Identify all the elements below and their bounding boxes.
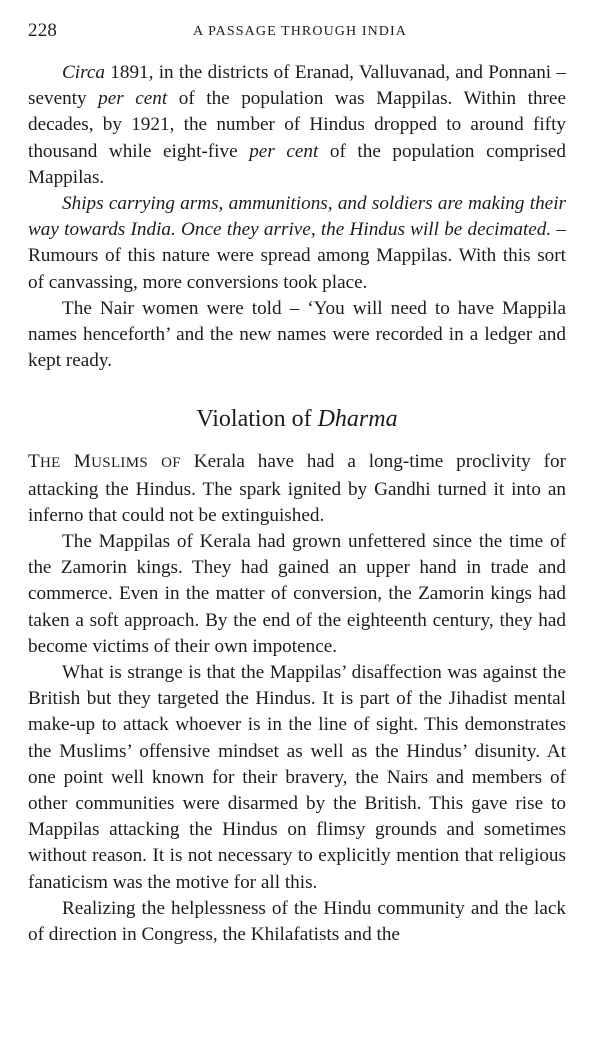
- text-run: Kerala have had a long-time proclivity for attacking the Hindus. The spark ignited by Gandhi turned it into an inferno that could not be extinguished.: [28, 451, 566, 526]
- text-run: 1891, in the districts of Eranad, Valluvanad, and Ponnani – seventy: [28, 62, 566, 110]
- text-run: of the population was Mappilas. Within three decades, by 1921, the number of Hindus dropped to around fifty thousand while eight-five: [28, 88, 566, 162]
- page-number: 228: [28, 20, 58, 41]
- paragraph-3: The Nair women were told – ‘You will need to have Mappila names henceforth’ and the new names were recorded in a ledger and kept ready.: [28, 297, 566, 372]
- italic-text: Circa: [62, 62, 105, 83]
- italic-text: per cent: [249, 140, 319, 162]
- italic-text: Ships carrying arms, ammunitions, and soldiers are making their way towards India. Once they arrive, the Hindus will be decimated.: [28, 193, 566, 241]
- paragraph-4: [28, 449, 566, 529]
- book-title: A PASSAGE THROUGH INDIA: [193, 24, 407, 39]
- italic-text: per cent: [98, 88, 168, 110]
- paragraph-5: The Mappilas of Kerala had grown unfettered since the time of the Zamorin kings. They had gained an upper hand in trade and commerce. Even in the matter of conversion, the Zamorin kings had taken a soft approach. By the end of the eighteenth century, they had become victims of their own impotence.: [28, 531, 566, 657]
- small-caps-lead: THE MUSLIMS OF: [28, 451, 181, 473]
- paragraph-2: [28, 191, 566, 296]
- heading-italic: Dharma: [317, 406, 398, 433]
- paragraph-1: [28, 60, 566, 191]
- running-header: [28, 20, 572, 48]
- paragraph-7: Realizing the helplessness of the Hindu community and the lack of direction in Congress, the Khilafatists and the: [28, 897, 566, 946]
- paragraph-6: What is strange is that the Mappilas’ disaffection was against the British but they targeted the Hindus. It is part of the Jihadist mental make-up to attack whoever is in the line of sight. This demonstrates the Muslims’ offensive mindset as well as the Hindus’ disunity. At one point well known for their bravery, the Nairs and members of other communities were disarmed by the British. This gave rise to Mappilas attacking the Hindus on flimsy grounds and sometimes without reason. It is not necessary to explicitly mention that religious fanaticism was the motive for all this.: [28, 662, 566, 893]
- text-run: – Rumours of this nature were spread among Mappilas. With this sort of canvassing, more conversions took place.: [28, 219, 567, 293]
- heading-text: Violation of: [196, 406, 318, 433]
- section-heading: [28, 404, 566, 434]
- body-text: [28, 60, 566, 948]
- text-run: of the population comprised Mappilas.: [28, 140, 566, 188]
